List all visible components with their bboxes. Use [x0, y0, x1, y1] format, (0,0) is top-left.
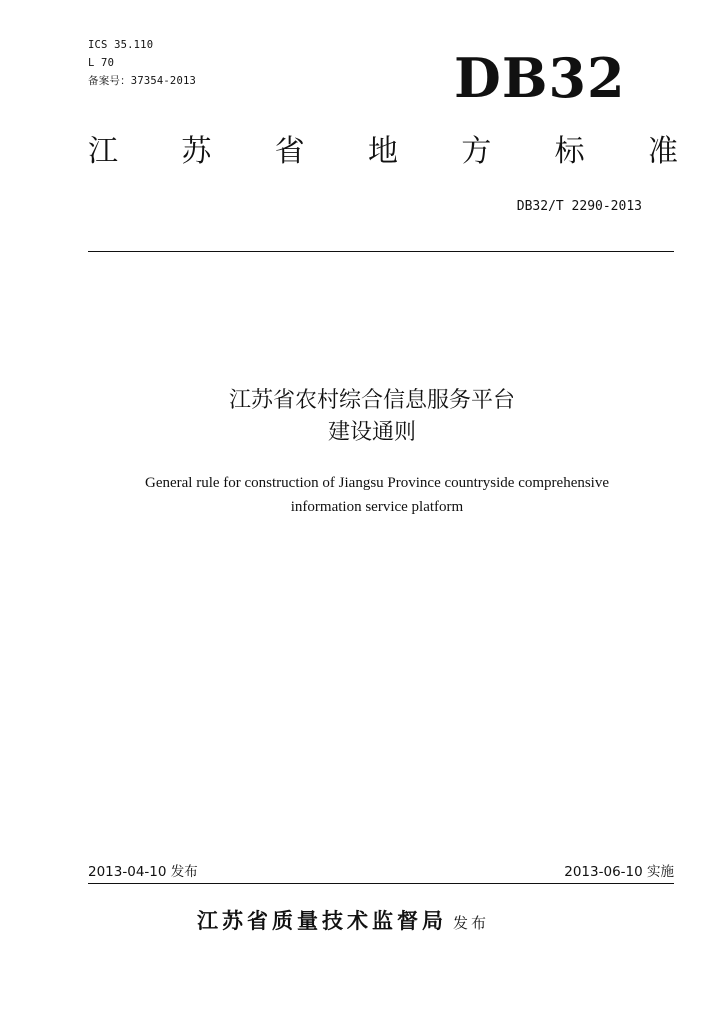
- publisher-line: [197, 905, 489, 939]
- standard-code-logo: DB32: [454, 46, 626, 110]
- title-english-line-2: information service platform: [290, 499, 464, 515]
- standard-number: DB32/T 2290-2013: [516, 199, 642, 214]
- standard-type-char: 江: [88, 134, 118, 169]
- bottom-divider: [88, 883, 674, 884]
- title-chinese-line-2: 建设通则: [327, 420, 416, 445]
- ics-code: ICS 35.110: [88, 39, 154, 51]
- top-divider: [88, 251, 674, 252]
- standard-type-char: 方: [461, 134, 492, 169]
- classification-code: L 70: [88, 57, 115, 69]
- standard-type-char: 苏: [181, 134, 212, 169]
- standard-type-char: 标: [554, 134, 585, 169]
- record-number: 备案号：37354-2013: [88, 75, 197, 87]
- publisher-name: 江苏省质量技术监督局: [197, 909, 447, 933]
- title-english-line-1: General rule for construction of Jiangsu Province countryside comprehensive: [144, 475, 610, 491]
- implementation-date: 2013-06-10 实施: [564, 864, 674, 880]
- standard-type-heading: [88, 132, 678, 172]
- publisher-suffix: 发布: [453, 914, 490, 932]
- standard-type-char: 地: [367, 134, 398, 169]
- title-chinese-line-1: 江苏省农村综合信息服务平台: [228, 388, 515, 413]
- standard-type-char: 省: [274, 134, 305, 169]
- standard-type-char: 准: [647, 134, 678, 169]
- issue-date: 2013-04-10 发布: [88, 864, 198, 880]
